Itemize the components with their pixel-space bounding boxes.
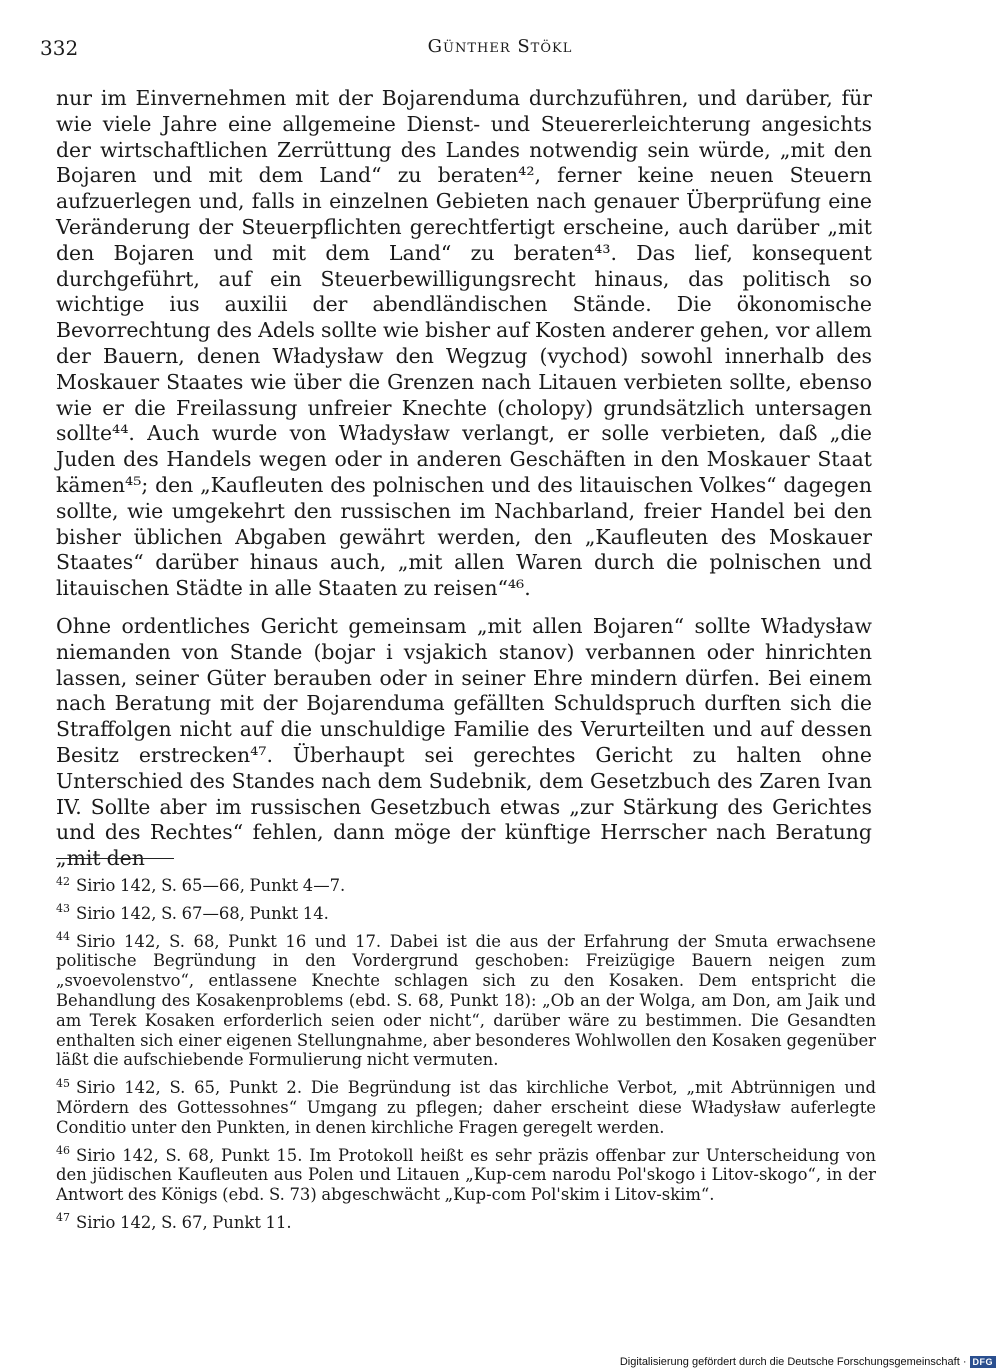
dfg-logo-icon: DFG xyxy=(970,1356,997,1368)
footnote-number: 46 xyxy=(56,1144,70,1158)
footnote-text: Sirio 142, S. 68, Punkt 16 und 17. Dabei ist die aus der Erfahrung der Smuta erwachsene politische Begründung in den Vordergrund geschoben: Freizügige Bauern neigen zum „svoevolenstvo“, entlassene Knechte schlagen sich zu den Kosaken. Dem entspricht die Behandlung des Kosakenproblems (ebd. S. 68, Punkt 18): „Ob an der Wolga, am Don, am Jaik und am Terek Kosaken erforderlich seien oder nicht“, darüber wäre zu bestimmen. Die Gesandten enthalten sich einer eigenen Stellungnahme, aber besonderes Wohlwollen den Kosaken gegenüber läßt die aufschiebende Formulierung nicht vermuten. xyxy=(56,931,876,1070)
footnote-text: Sirio 142, S. 68, Punkt 15. Im Protokoll heißt es sehr präzis offenbar zur Unterscheidung von den jüdischen Kaufleuten aus Polen und Litauen „Kup-cem narodu Pol'skogo i Litov-skogo“, in der Antwort des Königs (ebd. S. 73) abgeschwächt „Kup-com Pol'skim i Litov-skim“. xyxy=(56,1145,876,1205)
footnotes xyxy=(56,876,876,1241)
credit-text: Digitalisierung gefördert durch die Deutsche Forschungsgemeinschaft · xyxy=(619,1356,967,1368)
footnote xyxy=(56,1213,876,1233)
footnote-text: Sirio 142, S. 65—66, Punkt 4—7. xyxy=(76,876,346,895)
footnote-number: 44 xyxy=(56,930,70,944)
paragraph: Ohne ordentliches Gericht gemeinsam „mit allen Bojaren“ sollte Władysław niemanden von Stande (bojar i vsjakich stanov) verbannen oder hinrichten lassen, seiner Güter berauben oder in seiner Ehre mindern dürfen. Bei einem nach Beratung mit der Bojarenduma gefällten Schuldspruch durften sich die Straffolgen nicht auf die unschuldige Familie des Verurteilten und auf dessen Besitz erstrecken⁴⁷. Überhaupt sei gerechtes Gericht zu halten ohne Unterschied des Standes nach dem Sudebnik, dem Gesetzbuch des Zaren Ivan IV. Sollte aber im russischen Gesetzbuch etwas „zur Stärkung des Gerichtes und des Rechtes“ fehlen, dann möge der künftige Herrscher nach Beratung „mit den xyxy=(56,613,872,871)
footnote-text: Sirio 142, S. 67—68, Punkt 14. xyxy=(76,903,329,923)
page-number: 332 xyxy=(40,36,79,60)
footnote xyxy=(56,1146,876,1205)
footnote xyxy=(56,876,876,896)
footnote-number: 47 xyxy=(56,1211,70,1225)
footnote-number: 42 xyxy=(56,874,70,888)
body-text xyxy=(56,86,872,872)
digitization-credit xyxy=(620,1356,996,1368)
footnote-text: Sirio 142, S. 65, Punkt 2. Die Begründung ist das kirchliche Verbot, „mit Abtrünnigen und Mördern des Gottessohnes“ Umgang zu pflegen; daher erscheint diese Władysław auferlegte Conditio unter den Punkten, in denen kirchliche Fragen geregelt werden. xyxy=(56,1078,876,1137)
footnote-rule xyxy=(56,858,174,859)
footnote-number: 43 xyxy=(56,902,70,916)
running-head: Günther Stökl xyxy=(427,36,573,57)
paragraph: nur im Einvernehmen mit der Bojarenduma durchzuführen, und darüber, für wie viele Jahre eine allgemeine Dienst- und Steuererleichterung angesichts der wirtschaftlichen Zerrüttung des Landes notwendig sein würde, „mit den Bojaren und mit dem Land“ zu beraten⁴², ferner keine neuen Steuern aufzuerlegen und, falls in einzelnen Gebieten nach genauer Überprüfung eine Veränderung der Steuerpflichten gerechtfertigt erscheine, auch darüber „mit den Bojaren und mit dem Land“ zu beraten⁴³. Das lief, konsequent durchgeführt, auf ein Steuerbewilligungsrecht hinaus, das politisch so wichtige ius auxilii der abendländischen Stände. Die ökonomische Bevorrechtung des Adels sollte wie bisher auf Kosten anderer gehen, vor allem der Bauern, denen Władysław den Wegzug (vychod) sowohl innerhalb des Moskauer Staates wie über die Grenzen nach Litauen verbieten sollte, ebenso wie er die Freilassung unfreier Knechte (cholopy) grundsätzlich untersagen sollte⁴⁴. Auch wurde von Władysław verlangt, er solle verbieten, daß „die Juden des Handels wegen oder in anderen Geschäften in den Moskauer Staat kämen⁴⁵; den „Kaufleuten des polnischen und des litauischen Volkes“ dagegen sollte, wie umgekehrt den russischen im Nachbarland, freier Handel bei den bisher üblichen Abgaben gewährt werden, den „Kaufleuten des Moskauer Staates“ darüber hinaus auch, „mit allen Waren durch die polnischen und litauischen Städte in alle Staaten zu reisen“⁴⁶. xyxy=(56,86,872,601)
footnote xyxy=(56,904,876,924)
footnote-text: Sirio 142, S. 67, Punkt 11. xyxy=(76,1212,292,1232)
footnote xyxy=(56,932,876,1071)
footnote-number: 45 xyxy=(56,1076,70,1090)
footnote xyxy=(56,1078,876,1137)
